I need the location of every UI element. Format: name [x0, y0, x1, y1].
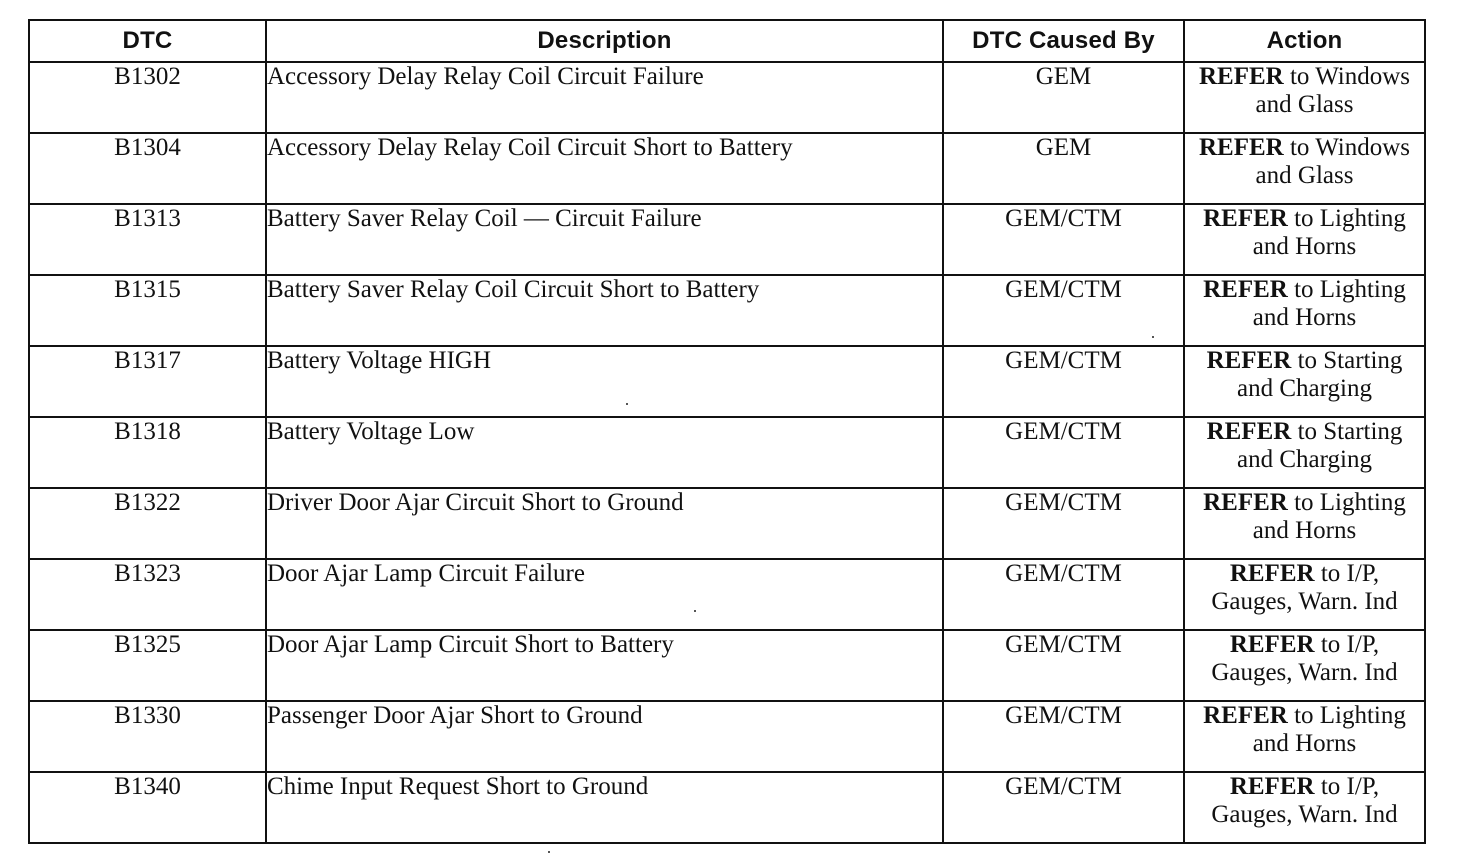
dtc-description: Door Ajar Lamp Circuit Failure	[266, 559, 943, 630]
action-line-1	[1185, 773, 1424, 801]
dtc-code: B1313	[29, 204, 266, 275]
table-row	[29, 701, 1425, 772]
dtc-description: Accessory Delay Relay Coil Circuit Failure	[266, 62, 943, 133]
action-refer: REFER	[1229, 773, 1315, 800]
dtc-caused-by: GEM	[943, 133, 1184, 204]
action-refer: REFER	[1203, 702, 1288, 729]
header-row	[29, 20, 1425, 62]
header-description: Description	[266, 20, 943, 62]
dtc-description: Battery Saver Relay Coil — Circuit Failure	[266, 204, 943, 275]
dtc-code: B1340	[29, 772, 266, 843]
dtc-caused-by: GEM/CTM	[943, 630, 1184, 701]
action-line-1	[1185, 63, 1424, 91]
action-refer: REFER	[1206, 347, 1292, 374]
action-target: to Windows	[1283, 63, 1411, 90]
dtc-action	[1184, 133, 1425, 204]
scan-speck	[548, 851, 550, 853]
header-action: Action	[1184, 20, 1425, 62]
action-line-2: Gauges, Warn. Ind	[1211, 801, 1398, 828]
dtc-code: B1317	[29, 346, 266, 417]
action-line-2: and Horns	[1252, 233, 1357, 260]
action-target: to I/P,	[1314, 773, 1380, 800]
action-target: to Starting	[1291, 418, 1403, 445]
action-line-1	[1185, 134, 1424, 162]
action-refer: REFER	[1229, 631, 1315, 658]
dtc-description: Passenger Door Ajar Short to Ground	[266, 701, 943, 772]
action-line-1	[1185, 418, 1424, 446]
dtc-code: B1323	[29, 559, 266, 630]
table-row	[29, 346, 1425, 417]
table-row	[29, 488, 1425, 559]
header-caused-by: DTC Caused By	[943, 20, 1184, 62]
dtc-action	[1184, 559, 1425, 630]
action-target: to Lighting	[1287, 489, 1406, 516]
dtc-caused-by: GEM/CTM	[943, 559, 1184, 630]
table-row	[29, 772, 1425, 843]
dtc-action	[1184, 346, 1425, 417]
action-target: to I/P,	[1314, 631, 1380, 658]
action-line-1	[1185, 631, 1424, 659]
dtc-description: Accessory Delay Relay Coil Circuit Short to Battery	[266, 133, 943, 204]
action-refer: REFER	[1198, 134, 1284, 161]
dtc-description: Chime Input Request Short to Ground	[266, 772, 943, 843]
dtc-caused-by: GEM/CTM	[943, 346, 1184, 417]
dtc-action	[1184, 417, 1425, 488]
action-refer: REFER	[1229, 560, 1315, 587]
dtc-action	[1184, 62, 1425, 133]
action-target: to Lighting	[1287, 276, 1406, 303]
dtc-description: Battery Saver Relay Coil Circuit Short to Battery	[266, 275, 943, 346]
action-target: to Windows	[1283, 134, 1411, 161]
dtc-code: B1302	[29, 62, 266, 133]
dtc-code: B1304	[29, 133, 266, 204]
table-row	[29, 275, 1425, 346]
scan-speck	[1152, 336, 1154, 338]
action-line-1	[1185, 489, 1424, 517]
action-line-2: and Glass	[1255, 162, 1354, 189]
table-row	[29, 133, 1425, 204]
table-row	[29, 62, 1425, 133]
dtc-caused-by: GEM/CTM	[943, 204, 1184, 275]
action-line-1	[1185, 276, 1424, 304]
action-refer: REFER	[1206, 418, 1292, 445]
dtc-description: Driver Door Ajar Circuit Short to Ground	[266, 488, 943, 559]
action-line-2: Gauges, Warn. Ind	[1211, 659, 1398, 686]
dtc-action	[1184, 630, 1425, 701]
dtc-code: B1325	[29, 630, 266, 701]
dtc-code: B1315	[29, 275, 266, 346]
action-line-2: and Charging	[1237, 446, 1372, 473]
action-line-2: and Charging	[1237, 375, 1372, 402]
action-line-2: and Horns	[1252, 730, 1357, 757]
scan-speck	[694, 610, 696, 612]
action-refer: REFER	[1203, 276, 1288, 303]
dtc-action	[1184, 701, 1425, 772]
action-line-1	[1185, 702, 1424, 730]
dtc-caused-by: GEM/CTM	[943, 417, 1184, 488]
dtc-action	[1184, 204, 1425, 275]
dtc-caused-by: GEM/CTM	[943, 772, 1184, 843]
table-row	[29, 630, 1425, 701]
dtc-caused-by: GEM/CTM	[943, 488, 1184, 559]
dtc-action	[1184, 275, 1425, 346]
action-target: to I/P,	[1314, 560, 1380, 587]
table-row	[29, 559, 1425, 630]
dtc-code: B1330	[29, 701, 266, 772]
table-body	[29, 62, 1425, 843]
table-row	[29, 204, 1425, 275]
action-target: to Lighting	[1287, 702, 1406, 729]
action-line-1	[1185, 560, 1424, 588]
dtc-action	[1184, 488, 1425, 559]
dtc-caused-by: GEM/CTM	[943, 275, 1184, 346]
dtc-description: Battery Voltage Low	[266, 417, 943, 488]
dtc-description: Battery Voltage HIGH	[266, 346, 943, 417]
action-target: to Lighting	[1287, 205, 1406, 232]
dtc-action	[1184, 772, 1425, 843]
dtc-code: B1318	[29, 417, 266, 488]
action-refer: REFER	[1198, 63, 1284, 90]
action-line-2: and Glass	[1255, 91, 1354, 118]
dtc-code: B1322	[29, 488, 266, 559]
action-refer: REFER	[1203, 489, 1288, 516]
action-line-2: and Horns	[1252, 304, 1357, 331]
dtc-description: Door Ajar Lamp Circuit Short to Battery	[266, 630, 943, 701]
table-row	[29, 417, 1425, 488]
action-line-2: and Horns	[1252, 517, 1357, 544]
action-line-1	[1185, 347, 1424, 375]
scan-speck	[626, 403, 628, 405]
dtc-caused-by: GEM/CTM	[943, 701, 1184, 772]
dtc-table	[28, 19, 1426, 844]
action-line-1	[1185, 205, 1424, 233]
action-refer: REFER	[1203, 205, 1288, 232]
action-target: to Starting	[1291, 347, 1403, 374]
header-dtc: DTC	[29, 20, 266, 62]
dtc-caused-by: GEM	[943, 62, 1184, 133]
action-line-2: Gauges, Warn. Ind	[1211, 588, 1398, 615]
